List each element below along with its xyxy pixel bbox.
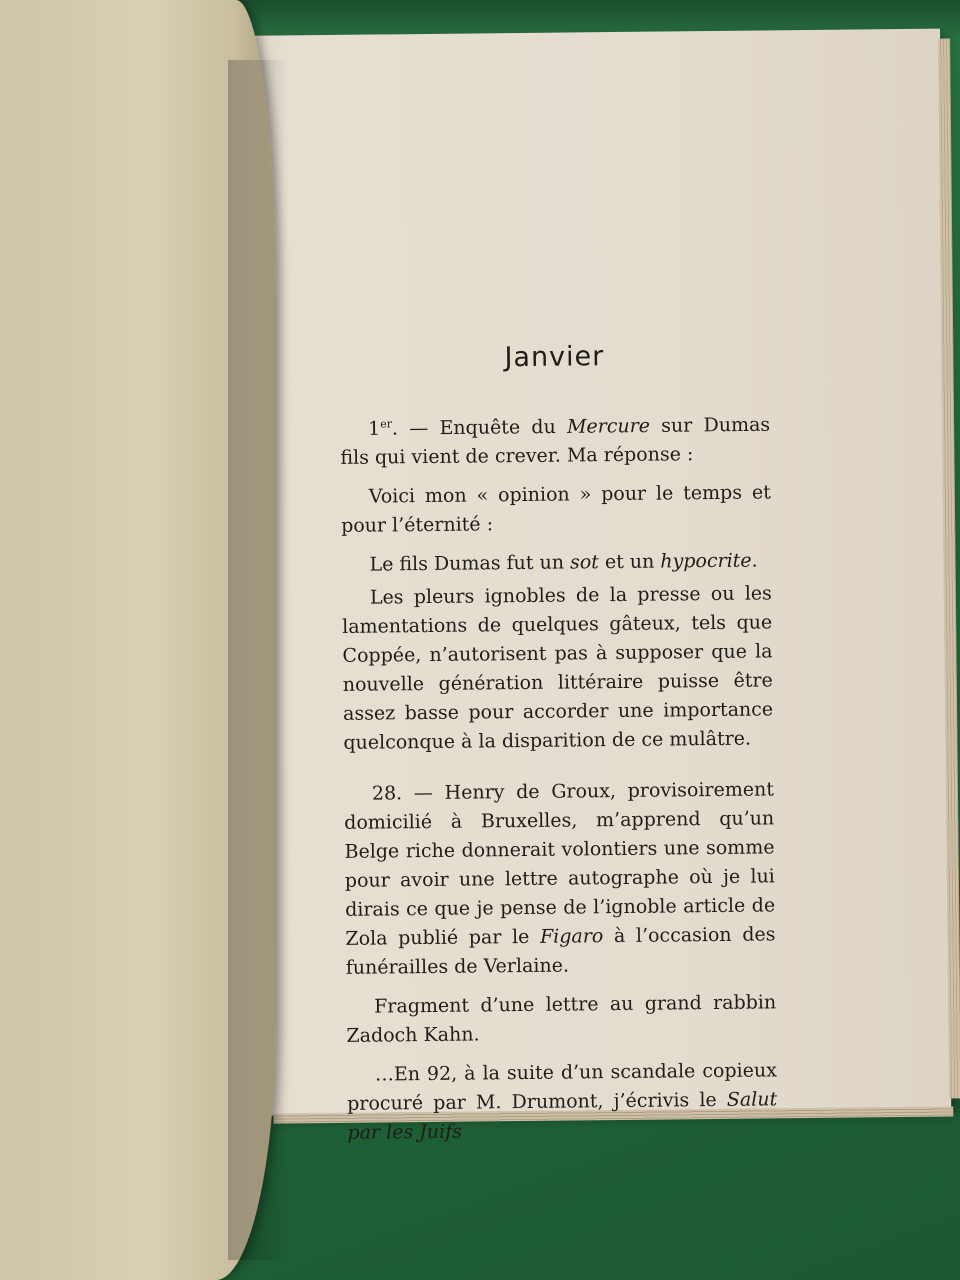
quote-end: . xyxy=(751,549,758,572)
page-edges-right xyxy=(938,38,960,1098)
quote-sot: sot xyxy=(569,551,599,574)
fragment-heading: Fragment d’une lettre au grand rabbin Zadoch Kahn. xyxy=(346,991,777,1048)
chapter-title: Janvier xyxy=(504,341,605,374)
letter-text: …En 92, à la suite d’un scandale copieux procuré par M. Drumont, j’écrivis le xyxy=(347,1059,777,1116)
entry-lead: . — Enquête du xyxy=(391,415,568,440)
entry-date: 1 xyxy=(368,417,381,440)
salut-title: Salut par les Juifs xyxy=(347,1088,778,1145)
entry-28-text-b: à l’occasion des funérailles de Verlaine. xyxy=(345,923,776,980)
quote-hypocrite: hypocrite xyxy=(660,549,752,573)
quote-paragraph: Les pleurs ignobles de la presse ou les lamentations de quelques gâteux, tels que Coppée, n’autorisent pas à supposer que la nouvelle génération littéraire puisse être assez basse pour accorder une importance quelconque à la disparition de ce mulâtre. xyxy=(342,582,774,755)
book-right-page xyxy=(232,29,951,1145)
entry-date-suffix: er xyxy=(380,417,393,431)
quote-text-a: Le fils Dumas fut un xyxy=(369,551,571,576)
quote-text-b: et un xyxy=(598,550,661,574)
entry-january-28 xyxy=(344,776,776,983)
letter-excerpt xyxy=(347,1057,778,1148)
quote-intro: Voici mon « opinion » pour le temps et pour l’éternité : xyxy=(341,481,771,538)
figaro-title: Figaro xyxy=(539,925,604,949)
quote-line xyxy=(341,547,771,581)
book-left-page xyxy=(0,0,276,1280)
mercure-title: Mercure xyxy=(566,414,651,438)
entry-28-text-a: 28. — Henry de Groux, provisoirement domicilié à Bruxelles, m’apprend qu’un Belge riche donnerait volontiers une somme pour avoir une lettre autographe où je lui dirais ce que je pense de l’ignoble article de Zola publié par le xyxy=(344,778,776,951)
entry-text: sur Dumas fils qui vient de crever. Ma réponse : xyxy=(340,413,771,470)
entry-january-1 xyxy=(340,405,771,473)
page-text xyxy=(339,340,777,1158)
